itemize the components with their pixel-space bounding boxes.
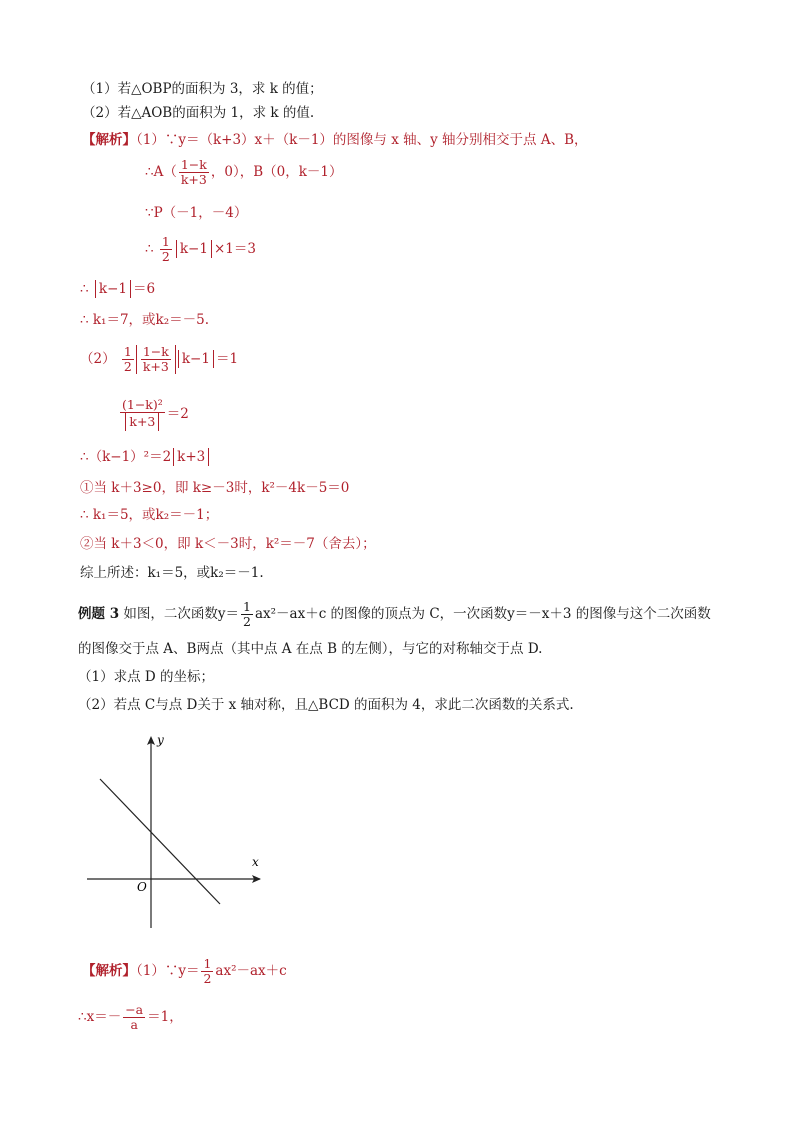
absolute-value: k−1 [176, 240, 212, 258]
absolute-value: k+3 [125, 413, 159, 431]
solution-tag: 【解析】 [82, 963, 136, 979]
text-segment: ×1＝3 [213, 241, 256, 257]
example-3-line-1 [78, 600, 711, 629]
fraction [122, 345, 134, 374]
fraction [201, 957, 213, 986]
numerator: 1−k [180, 157, 207, 172]
denominator: 2 [123, 359, 132, 374]
solution-line-2 [145, 158, 342, 187]
origin-label: O [137, 880, 147, 894]
denominator: 2 [243, 614, 251, 629]
example-3-line-2: 的图像交于点 A、B两点（其中点 A 在点 B 的左侧），与它的对称轴交于点 D. [78, 641, 543, 657]
text-segment: ，0），B（0，k－1） [210, 164, 343, 180]
denominator: 2 [161, 249, 170, 264]
text-segment: ＝2 [166, 406, 189, 422]
solution-line-13: 综上所述：k₁＝5，或k₂＝－1. [80, 565, 264, 581]
x-axis-label: x [252, 855, 259, 869]
solution-line-8 [118, 398, 189, 431]
denominator: a [130, 1017, 138, 1032]
absolute-value: k+3 [173, 448, 209, 466]
text-segment: ＝6 [132, 281, 156, 297]
solution-line-5 [80, 280, 155, 298]
text-segment: ∴（k−1）²＝2 [80, 449, 172, 465]
text-segment: （2） [80, 351, 120, 367]
denominator: k+3 [180, 172, 207, 187]
absolute-value-fraction [136, 345, 176, 374]
fraction [160, 235, 172, 264]
solution-line-6: ∴ k₁＝7，或k₂＝－5. [80, 312, 210, 328]
numerator: 1 [203, 956, 212, 971]
numerator: 1 [243, 599, 251, 614]
text-segment: 如图，二次函数y＝ [119, 606, 240, 622]
example-3-question-1: （1）求点 D 的坐标； [78, 669, 214, 685]
fraction [120, 398, 165, 431]
question-2: （2）若△AOB的面积为 1，求 k 的值. [82, 105, 315, 121]
solution2-line-2 [78, 1003, 183, 1032]
text-segment: ax²－ax＋c [215, 963, 287, 979]
numerator: −a [125, 1002, 144, 1017]
solution-text: （1）∵y＝（k+3）x＋（k－1）的图像与 x 轴、y 轴分别相交于点 A、B， [136, 132, 588, 148]
solution-line-1 [82, 131, 588, 149]
solution-line-12: ②当 k＋3＜0，即 k＜－3时，k²＝－7（舍去）； [80, 536, 376, 552]
fraction [241, 600, 253, 629]
numerator: 1 [123, 344, 132, 359]
solution-line-7 [80, 345, 238, 374]
text-segment: ＝1， [147, 1009, 183, 1025]
numerator: (1−k)² [122, 397, 163, 412]
line-graph [100, 779, 220, 904]
solution-line-11: ∴ k₁＝5，或k₂＝－1； [80, 507, 219, 523]
coordinate-graph [80, 730, 280, 935]
text-segment: ∴ [145, 241, 158, 257]
denominator [121, 413, 163, 431]
example-3-question-2: （2）若点 C与点 D关于 x 轴对称，且△BCD 的面积为 4，求此二次函数的关系式. [78, 697, 574, 713]
absolute-value: k−1 [95, 280, 131, 298]
solution2-line-1 [82, 957, 287, 986]
solution-line-10: ①当 k＋3≥0，即 k≥－3时，k²－4k－5＝0 [80, 480, 350, 496]
question-1: （1）若△OBP的面积为 3，求 k 的值； [82, 81, 323, 97]
solution-tag: 【解析】 [82, 132, 136, 148]
solution-line-3: ∵P（－1，－4） [145, 205, 248, 221]
fraction [141, 345, 171, 374]
solution-line-9 [80, 448, 211, 466]
text-segment: ∴A（ [145, 164, 177, 180]
text-segment: ∴ [80, 281, 93, 297]
denominator: k+3 [142, 359, 169, 374]
text-segment: ＝1 [215, 351, 239, 367]
denominator: 2 [203, 971, 212, 986]
absolute-value: k−1 [178, 350, 214, 368]
text-segment: ax²－ax＋c 的图像的顶点为 C，一次函数y＝－x＋3 的图像与这个二次函数 [254, 606, 711, 622]
example-label: 例题 3 [78, 606, 120, 622]
fraction [179, 158, 209, 187]
text-segment: （1）∵y＝ [136, 963, 200, 979]
y-axis-label: y [157, 733, 164, 747]
fraction [123, 1003, 145, 1032]
numerator: 1−k [142, 344, 169, 359]
numerator: 1 [161, 234, 170, 249]
solution-line-4 [145, 235, 256, 264]
text-segment: ∴x＝－ [78, 1009, 122, 1025]
